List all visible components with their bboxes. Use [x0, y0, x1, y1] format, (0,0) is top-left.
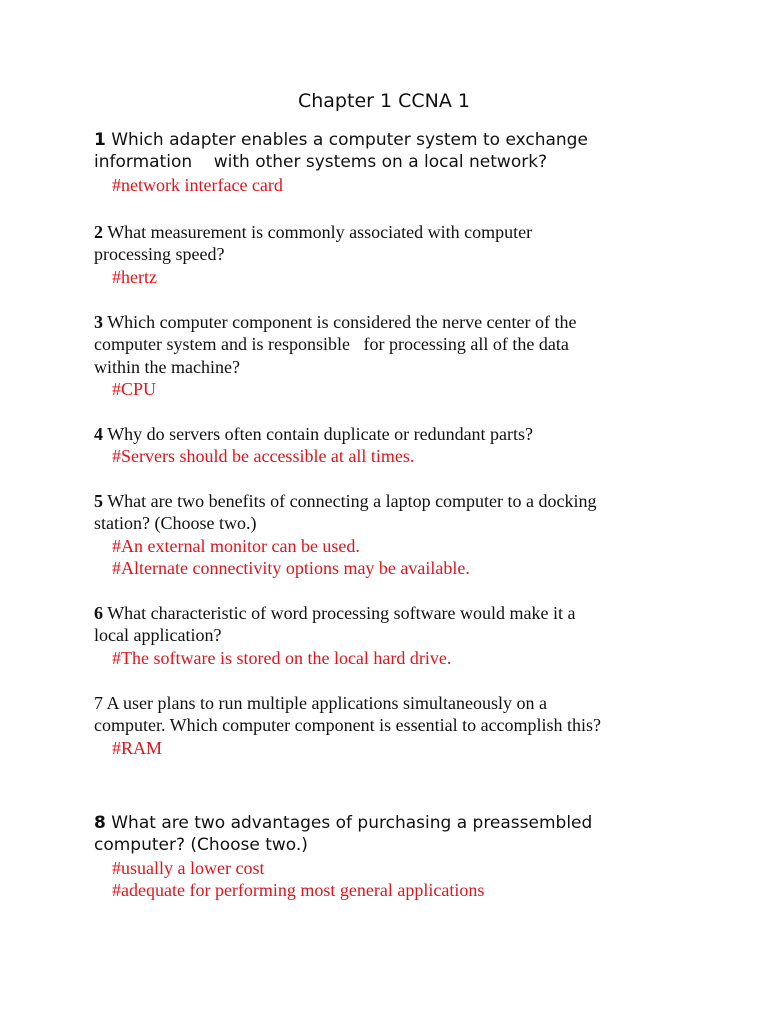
answer: #The software is stored on the local hard drive. — [112, 647, 452, 668]
question-line: What characteristic of word processing software would make it a — [107, 603, 576, 623]
answer: #hertz — [112, 266, 157, 287]
answer: #network interface card — [112, 174, 283, 195]
answer: #An external monitor can be used. — [112, 535, 360, 556]
question-number: 2 — [94, 222, 103, 242]
question-number: 7 — [94, 693, 103, 713]
question-1 — [94, 129, 694, 196]
question-line: local application? — [94, 625, 222, 646]
question-line: Why do servers often contain duplicate or redundant parts? — [107, 424, 534, 444]
question-line: What measurement is commonly associated with computer — [107, 222, 533, 242]
question-line: computer system and is responsible for processing all of the data — [94, 334, 569, 355]
question-text — [94, 812, 694, 857]
answer: #Servers should be accessible at all times. — [112, 446, 415, 467]
question-text — [94, 221, 694, 266]
question-line: computer. Which computer component is essential to accomplish this? — [94, 715, 602, 736]
answer: #adequate for performing most general applications — [112, 880, 485, 901]
page-title: Chapter 1 CCNA 1 — [297, 90, 470, 112]
question-text — [94, 692, 714, 737]
question-4 — [94, 423, 694, 468]
question-line: Which adapter enables a computer system to exchange — [111, 130, 588, 150]
question-2 — [94, 221, 694, 288]
question-line: processing speed? — [94, 244, 225, 265]
question-number: 3 — [94, 312, 103, 332]
question-text — [94, 602, 694, 647]
answer: #usually a lower cost — [112, 857, 265, 878]
question-number: 5 — [94, 491, 103, 511]
question-8 — [94, 812, 694, 902]
question-text — [94, 129, 694, 174]
question-line: within the machine? — [94, 356, 240, 377]
question-number: 1 — [94, 130, 106, 150]
question-text — [94, 311, 714, 378]
question-6 — [94, 602, 694, 669]
answer: #Alternate connectivity options may be available. — [112, 558, 470, 579]
answer: #CPU — [112, 379, 157, 400]
question-7 — [94, 692, 714, 759]
question-line: What are two benefits of connecting a laptop computer to a docking — [107, 491, 597, 511]
answer: #RAM — [112, 737, 163, 758]
question-line: A user plans to run multiple applications simultaneously on a — [106, 693, 547, 713]
question-number: 6 — [94, 603, 103, 623]
question-line: computer? (Choose two.) — [94, 835, 308, 856]
question-text — [94, 423, 694, 445]
question-line: information with other systems on a local network? — [94, 152, 548, 173]
question-5 — [94, 490, 714, 580]
question-line: What are two advantages of purchasing a preassembled — [111, 813, 593, 833]
question-3 — [94, 311, 714, 401]
question-text — [94, 490, 714, 535]
question-number: 8 — [94, 813, 106, 833]
question-number: 4 — [94, 424, 103, 444]
question-line: Which computer component is considered the nerve center of the — [107, 312, 577, 332]
question-line: station? (Choose two.) — [94, 513, 257, 534]
